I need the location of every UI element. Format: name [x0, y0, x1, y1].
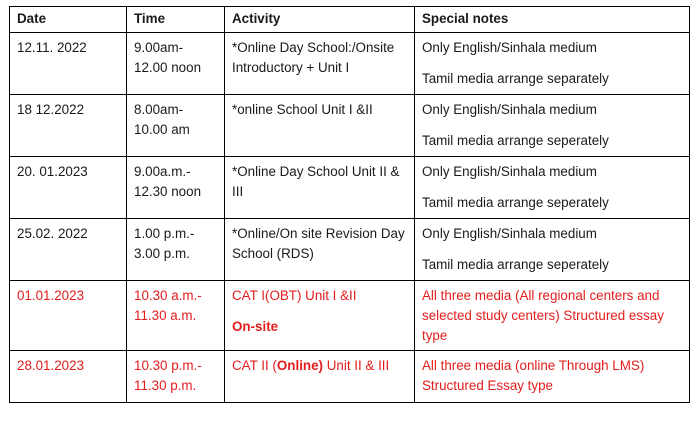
- table-row: [10, 95, 690, 157]
- note-line: Only English/Sinhala medium: [422, 164, 597, 179]
- cell-activity: [225, 281, 415, 351]
- cell-notes: [415, 157, 690, 219]
- table-row: [10, 219, 690, 281]
- cell-date: 12.11. 2022: [10, 33, 127, 95]
- cell-notes: [415, 219, 690, 281]
- cell-time: 10.30 a.m.- 11.30 a.m.: [127, 281, 225, 351]
- cell-time: 9.00am- 12.00 noon: [127, 33, 225, 95]
- table-row-exam: [10, 351, 690, 403]
- onsite-label: On-site: [232, 319, 279, 334]
- cell-notes: All three media (All regional centers and selected study centers) Structured essay type: [415, 281, 690, 351]
- cell-time: 10.30 p.m.- 11.30 p.m.: [127, 351, 225, 403]
- cell-activity: *Online Day School Unit II & III: [225, 157, 415, 219]
- cell-activity: *Online Day School:/Onsite Introductory + Unit I: [225, 33, 415, 95]
- note-line: Tamil media arrange seperately: [422, 133, 609, 148]
- header-activity: Activity: [225, 7, 415, 33]
- cell-activity: [225, 351, 415, 403]
- header-notes: Special notes: [415, 7, 690, 33]
- cell-date: 20. 01.2023: [10, 157, 127, 219]
- activity-text-post: Unit II & III: [323, 358, 390, 373]
- online-label: Online): [276, 358, 324, 373]
- table-row: [10, 157, 690, 219]
- note-line: Tamil media arrange separately: [422, 71, 609, 86]
- cell-activity: *online School Unit I &II: [225, 95, 415, 157]
- schedule-table: [9, 6, 690, 403]
- table-row: [10, 33, 690, 95]
- activity-text-pre: CAT II (: [232, 358, 277, 373]
- note-line: Only English/Sinhala medium: [422, 40, 597, 55]
- cell-date: 01.01.2023: [10, 281, 127, 351]
- activity-text: CAT I(OBT) Unit I &II: [232, 288, 357, 303]
- note-line: Tamil media arrange seperately: [422, 195, 609, 210]
- cell-notes: [415, 33, 690, 95]
- cell-time: 1.00 p.m.- 3.00 p.m.: [127, 219, 225, 281]
- cell-date: 25.02. 2022: [10, 219, 127, 281]
- cell-date: 28.01.2023: [10, 351, 127, 403]
- header-date: Date: [10, 7, 127, 33]
- note-line: Only English/Sinhala medium: [422, 102, 597, 117]
- note-line: Only English/Sinhala medium: [422, 226, 597, 241]
- cell-time: 8.00am- 10.00 am: [127, 95, 225, 157]
- cell-notes: [415, 95, 690, 157]
- table-row-exam: [10, 281, 690, 351]
- cell-date: 18 12.2022: [10, 95, 127, 157]
- cell-notes: All three media (online Through LMS) Structured Essay type: [415, 351, 690, 403]
- note-line: Tamil media arrange seperately: [422, 257, 609, 272]
- cell-activity: *Online/On site Revision Day School (RDS): [225, 219, 415, 281]
- cell-time: 9.00a.m.- 12.30 noon: [127, 157, 225, 219]
- header-row: [10, 7, 690, 33]
- header-time: Time: [127, 7, 225, 33]
